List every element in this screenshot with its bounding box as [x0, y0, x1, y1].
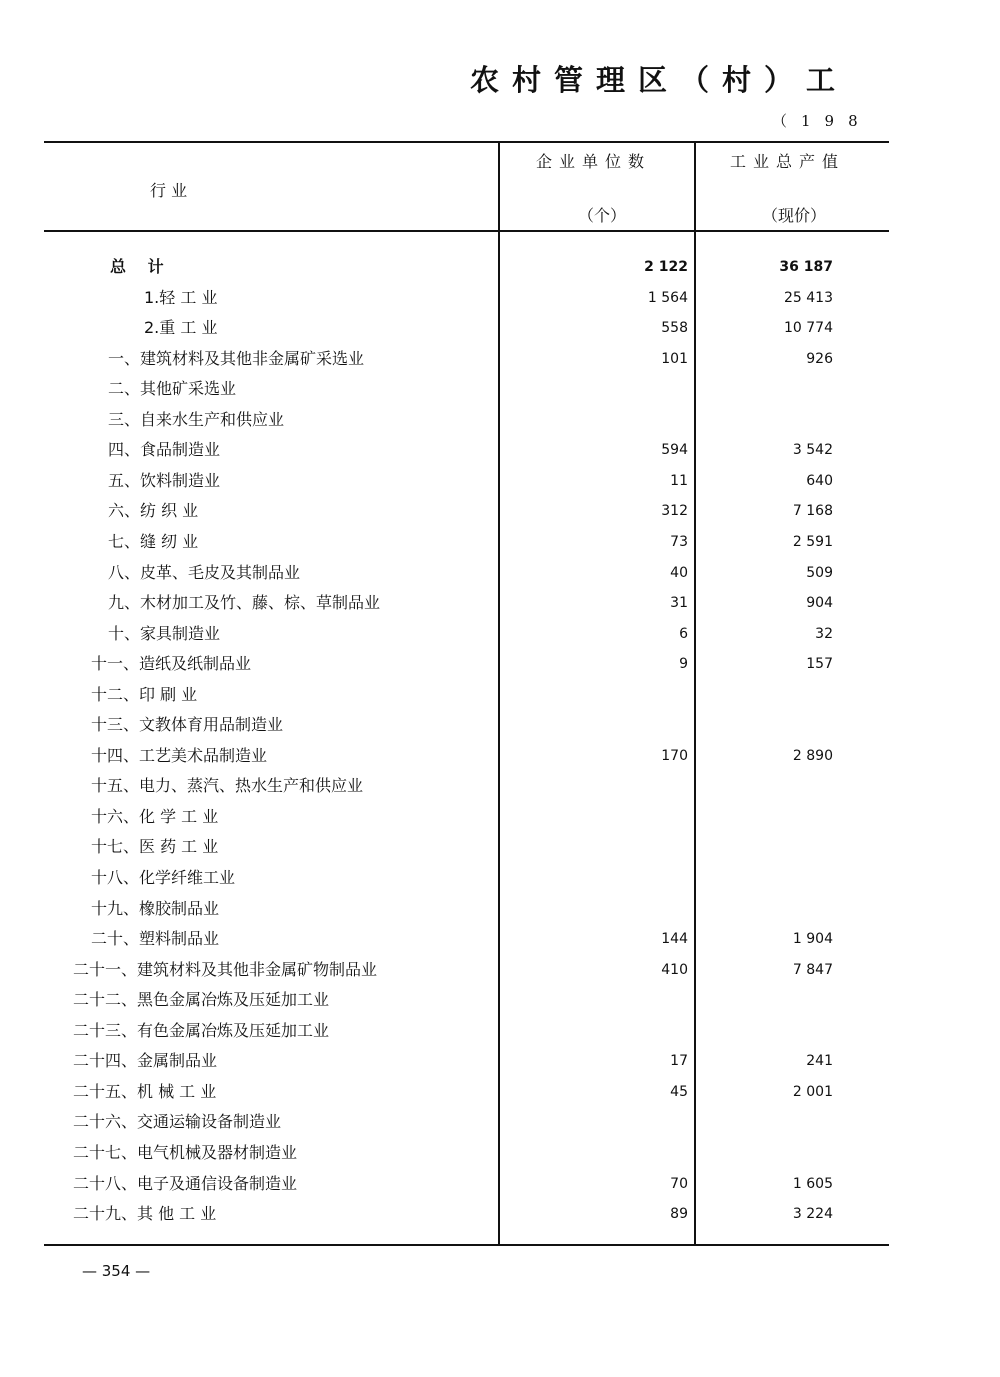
table-row: [44, 405, 889, 435]
enterprise-units-value: 40: [670, 564, 688, 581]
gross-output-value: 10 774: [784, 320, 833, 337]
table-row: [44, 1107, 889, 1137]
enterprise-units-value: 558: [661, 320, 688, 337]
gross-output-value: 3 542: [792, 442, 833, 459]
table-row: [44, 466, 889, 496]
enterprise-units-value: 17: [670, 1053, 688, 1070]
enterprise-units-value: 101: [661, 350, 688, 367]
enterprise-units-value: 170: [661, 747, 688, 764]
enterprise-units-value: 73: [670, 533, 688, 550]
table-row: [44, 863, 889, 893]
gross-output-value: 2 890: [792, 747, 833, 764]
table-row: [44, 283, 889, 313]
table-row: [44, 1016, 889, 1046]
gross-output-value: 509: [806, 564, 833, 581]
industry-label: 十三、文教体育用品制造业: [91, 715, 284, 735]
table-row: [44, 924, 889, 954]
industry-label: 四、食品制造业: [108, 440, 221, 460]
enterprise-units-value: 9: [679, 656, 688, 673]
table-row: [44, 771, 889, 801]
industry-label: 二十九、其 他 工 业: [73, 1204, 217, 1224]
gross-output-value: 7 847: [792, 961, 833, 978]
industry-label: 五、饮料制造业: [108, 470, 221, 490]
total-row: [44, 252, 889, 282]
table-row: [44, 313, 889, 343]
industry-label: 十一、造纸及纸制品业: [91, 654, 252, 674]
industry-header: 行 业: [150, 181, 188, 200]
table-row: [44, 832, 889, 862]
enterprise-units-value: 144: [661, 931, 688, 948]
output-header: 工业总产值: [730, 152, 846, 171]
units-header-unit: （个）: [578, 206, 627, 225]
industry-label: 二、其他矿采选业: [108, 379, 237, 399]
table-row: [44, 558, 889, 588]
industry-label: 十、家具制造业: [108, 623, 221, 643]
top-rule: [44, 141, 889, 143]
enterprise-units-value: 31: [670, 595, 688, 612]
industry-label: 八、皮革、毛皮及其制品业: [108, 562, 301, 582]
table-row: [44, 1199, 889, 1229]
year-fragment: （198: [772, 112, 872, 130]
industry-label: 二十四、金属制品业: [73, 1051, 218, 1071]
industry-label: 二十六、交通运输设备制造业: [73, 1112, 282, 1132]
table-row: [44, 435, 889, 465]
page-number: — 354 —: [82, 1262, 151, 1280]
industry-label: 二十七、电气机械及器材制造业: [73, 1142, 298, 1162]
industry-label: 二十、塑料制品业: [91, 929, 220, 949]
output-header-unit: （现价）: [762, 206, 827, 225]
table-row: [44, 802, 889, 832]
table-row: [44, 741, 889, 771]
industry-label: 十四、工艺美术品制造业: [91, 745, 268, 765]
gross-output-value: 640: [806, 472, 833, 489]
enterprise-units-value: 312: [661, 503, 688, 520]
table-row: [44, 710, 889, 740]
gross-output-value: 2 001: [792, 1083, 833, 1100]
table-row: [44, 680, 889, 710]
enterprise-units-value: 45: [670, 1083, 688, 1100]
enterprise-units-value: 2 122: [644, 259, 688, 275]
table-row: [44, 649, 889, 679]
enterprise-units-value: 6: [679, 625, 688, 642]
industry-label: 1.轻 工 业: [144, 287, 218, 307]
table-row: [44, 1077, 889, 1107]
gross-output-value: 157: [806, 656, 833, 673]
header-rule: [44, 230, 889, 232]
gross-output-value: 904: [806, 595, 833, 612]
gross-output-value: 241: [806, 1053, 833, 1070]
industry-label: 十八、化学纤维工业: [91, 868, 236, 887]
industry-label: 二十五、机 械 工 业: [73, 1081, 217, 1101]
table-row: [44, 955, 889, 985]
enterprise-units-value: 410: [661, 961, 688, 978]
table-row: [44, 374, 889, 404]
table-row: [44, 894, 889, 924]
industry-label: 总 计: [110, 257, 172, 276]
industry-label: 十七、医 药 工 业: [91, 837, 219, 857]
industry-label: 十六、化 学 工 业: [91, 806, 219, 826]
units-header: 企业单位数: [536, 152, 652, 171]
industry-label: 二十八、电子及通信设备制造业: [73, 1173, 298, 1193]
industry-label: 十九、橡胶制品业: [91, 898, 220, 918]
industry-label: 六、纺 织 业: [108, 501, 199, 521]
gross-output-value: 3 224: [792, 1206, 833, 1223]
enterprise-units-value: 11: [670, 472, 688, 489]
table-row: [44, 1169, 889, 1199]
industry-label: 十五、电力、蒸汽、热水生产和供应业: [91, 776, 364, 796]
industry-label: 九、木材加工及竹、藤、棕、草制品业: [108, 593, 381, 613]
table-row: [44, 344, 889, 374]
enterprise-units-value: 89: [670, 1206, 688, 1223]
bottom-rule: [44, 1244, 889, 1246]
table-row: [44, 496, 889, 526]
industry-label: 七、缝 纫 业: [108, 531, 199, 551]
table-row: [44, 527, 889, 557]
industry-label: 三、自来水生产和供应业: [108, 409, 285, 429]
enterprise-units-value: 594: [661, 442, 688, 459]
gross-output-value: 32: [815, 625, 833, 642]
gross-output-value: 2 591: [792, 533, 833, 550]
industry-label: 二十二、黑色金属冶炼及压延加工业: [73, 990, 330, 1010]
gross-output-value: 36 187: [779, 259, 833, 275]
table-row: [44, 985, 889, 1015]
gross-output-value: 25 413: [784, 289, 833, 306]
table-row: [44, 588, 889, 618]
table-row: [44, 1138, 889, 1168]
gross-output-value: 1 904: [792, 931, 833, 948]
gross-output-value: 1 605: [792, 1175, 833, 1192]
enterprise-units-value: 70: [670, 1175, 688, 1192]
gross-output-value: 926: [806, 350, 833, 367]
industry-label: 二十三、有色金属冶炼及压延加工业: [73, 1020, 330, 1040]
table-row: [44, 619, 889, 649]
page-title: 农村管理区（村）工: [470, 63, 849, 97]
industry-label: 十二、印 刷 业: [91, 684, 198, 704]
industry-label: 2.重 工 业: [144, 318, 218, 338]
industry-label: 二十一、建筑材料及其他非金属矿物制品业: [73, 959, 378, 979]
gross-output-value: 7 168: [792, 503, 833, 520]
industry-label: 一、建筑材料及其他非金属矿采选业: [108, 348, 365, 368]
enterprise-units-value: 1 564: [647, 289, 688, 306]
table-row: [44, 1046, 889, 1076]
